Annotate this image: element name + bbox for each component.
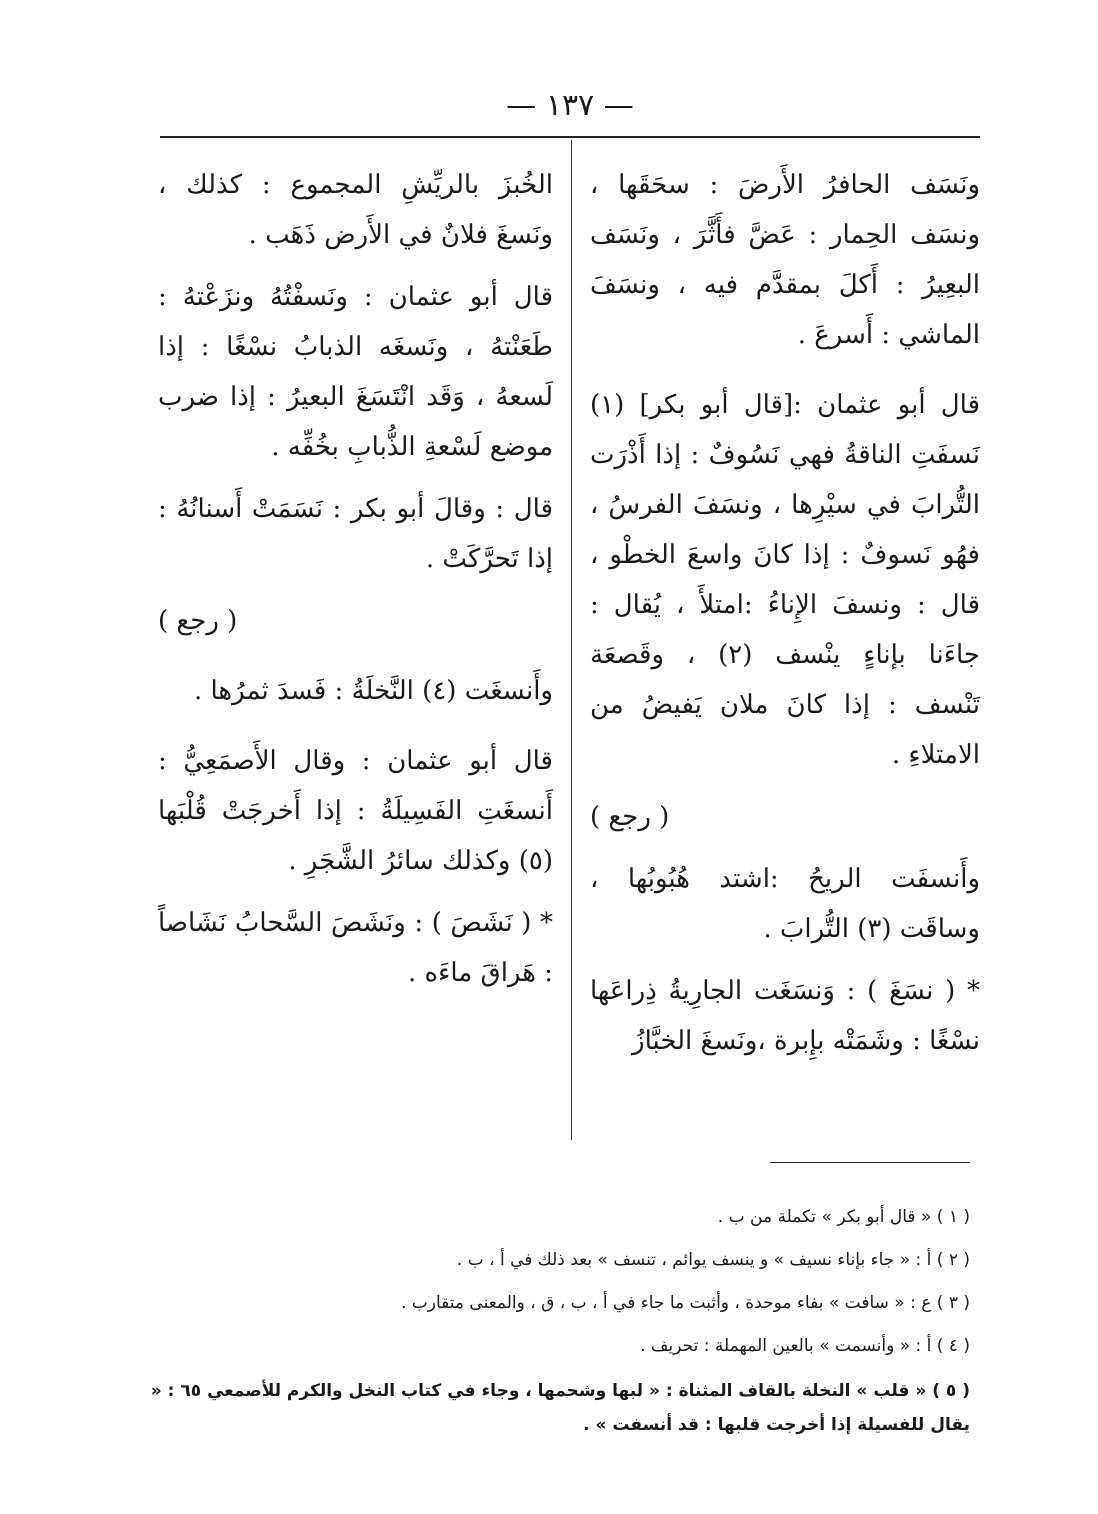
footnote-rule — [770, 1162, 970, 1163]
header-rule — [160, 136, 980, 138]
section-label: ( رجع ) — [590, 802, 670, 832]
footnote-2: ( ٢ ) أ : « جاء بإناء نسيف » و ينسف يوائم ، تنسف » بعد ذلك في أ ، ب . — [456, 1250, 970, 1270]
section-label: ( رجع ) — [158, 606, 238, 636]
footnote-1: ( ١ ) « قال أبو بكر » تكملة من ب . — [717, 1207, 970, 1227]
footnotes — [130, 1196, 970, 1442]
paragraph: وأَنسغَت (٤) النَّخلَةُ : فَسدَ ثمرُها . — [193, 676, 553, 706]
column-divider — [571, 140, 572, 1140]
paragraph: ونَسَف الحافرُ الأَرضَ : سحَقَها ، ونسَف الحِمار : عَضَّ فأَثَّرَ ، ونَسَف البعِيرُ : أَكلَ بمقدَّم فيه ، ونسَفَ الماشي : أَسرعَ . — [590, 170, 980, 350]
footnote-5: ( ٥ ) « قلب » النخلة بالقاف المثناة : « لبها وشحمها ، وجاء في كتاب النخل والكرم للأصمعي ٦٥ : « يقال للفسيلة إذا أخرجت قلبها : قد أنسفت » . — [150, 1381, 970, 1435]
paragraph: * ( نسَغَ ) : وَنسَغَت الجارِيةُ ذِراعَها نسْغًا : وشَمَتْه بإِبرة ،ونَسغَ الخبَّازُ — [590, 976, 980, 1056]
paragraph: قال أبو عثمان : وقال الأَصمَعِيُّ : أَنسغَتِ الفَسِيلَةُ : إذا أَخرجَتْ قُلْبَها (٥) وكذلك سائرُ الشَّجَرِ . — [158, 746, 553, 876]
page-number: — ١٣٧ — — [506, 88, 634, 123]
paragraph: قال أبو عثمان : ونَسفْتُهُ ونزَعْتهُ : طَعَنْتهُ ، ونَسغَه الذبابُ نسْغًا : إذا لَسعهُ ، وَقَد انْتَسَغَ البعيرُ : إذا ضرب موضع لَسْعةِ الذُّبابِ بخُفِّه . — [158, 282, 553, 462]
footnote-3: ( ٣ ) ع : « سافت » بفاء موحدة ، وأثبت ما جاء في أ ، ب ، ق ، والمعنى متقارب . — [400, 1293, 970, 1313]
paragraph: الخُبزَ بالريِّشِ المجموع : كذلك ، ونَسغَ فلانٌ في الأَرض ذَهَب . — [158, 170, 553, 250]
footnote-4: ( ٤ ) أ : « وأنسمت » بالعين المهملة : تحريف . — [640, 1336, 970, 1356]
paragraph: * ( نَشَصَ ) : ونَشَصَ السَّحابُ نَشَاصاً : هَراقَ ماءَه . — [158, 908, 553, 988]
paragraph: قال أبو عثمان :[قال أبو بكر] (١) نَسفَتِ الناقةُ فهي نَسُوفٌ : إذا أَذْرَت التُّرابَ في سيْرِها ، ونسَفَ الفرسُ ، فهُو نَسوفٌ : إذا كانَ واسعَ الخطْو ، قال : ونسفَ الإِناءُ :امتلأَ ، يُقال : جاءَنا بإناءٍ ينْسف (٢) ، وقَصعَة تَنْسف : إذا كانَ ملان يَفيضُ من الامتلاءِ . — [590, 390, 980, 770]
right-column — [590, 160, 980, 1078]
left-column — [158, 160, 553, 1010]
paragraph: وأَنسفَت الريحُ :اشتد هُبُوبُها ، وساقَت (٣) التُّرابَ . — [590, 864, 980, 944]
paragraph: قال : وقالَ أبو بكر : نَسَمَتْ أَسنانُهُ : إذا تَحرَّكَتْ . — [158, 494, 553, 574]
